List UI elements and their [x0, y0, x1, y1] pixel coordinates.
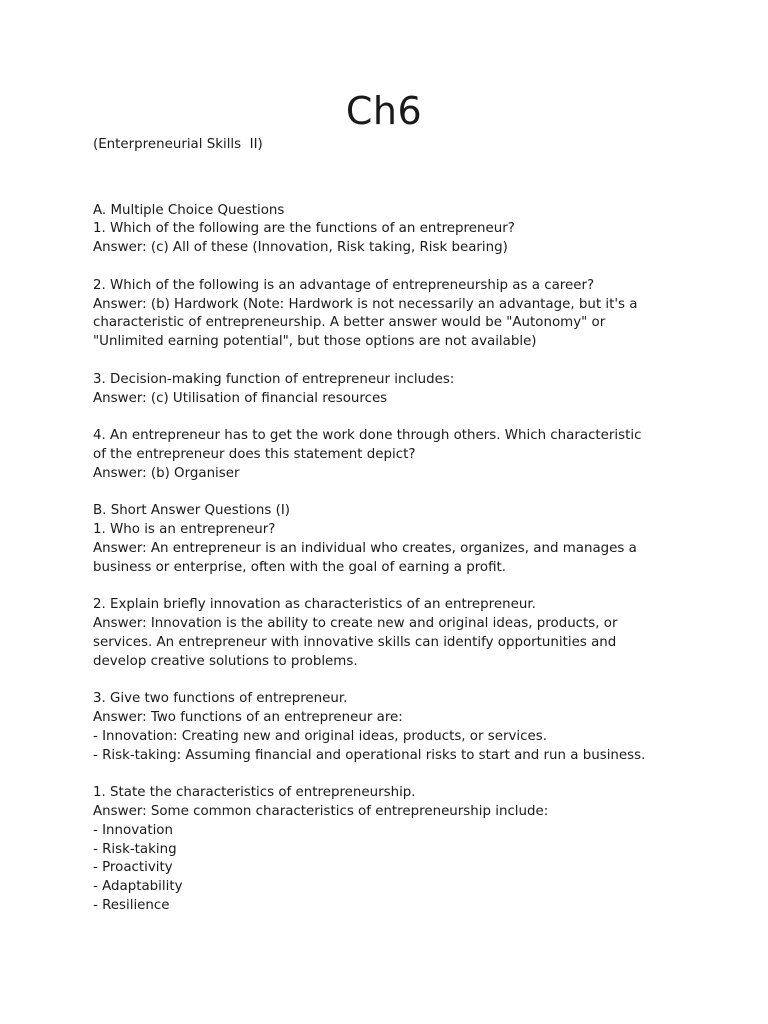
spacer [93, 408, 693, 427]
answer-text: Answer: An entrepreneur is an individual who creates, organizes, and manages a [93, 540, 637, 556]
spacer [93, 578, 693, 597]
answer-text: - Innovation: Creating new and original ideas, products, or services. [93, 728, 547, 744]
answer-text: Answer: (c) All of these (Innovation, Risk taking, Risk bearing) [93, 240, 508, 256]
question-text: 1. Which of the following are the functions of an entrepreneur? [93, 221, 515, 237]
spacer [93, 352, 693, 371]
answer-text: develop creative solutions to problems. [93, 653, 358, 669]
list-item: - Adaptability [93, 879, 183, 895]
question-text: 3. Decision-making function of entrepreneur includes: [93, 371, 455, 387]
question-text: 3. Give two functions of entrepreneur. [93, 691, 348, 707]
answer-text: - Risk-taking: Assuming financial and operational risks to start and run a business. [93, 747, 646, 763]
spacer [93, 258, 693, 277]
page-title: Ch6 [345, 89, 423, 133]
question-text: of the entrepreneur does this statement depict? [93, 446, 416, 462]
subtitle: (Enterpreneurial Skills II) [93, 137, 263, 152]
list-item: - Proactivity [93, 860, 173, 876]
spacer [93, 766, 693, 785]
answer-text: characteristic of entrepreneurship. A better answer would be "Autonomy" or [93, 315, 606, 331]
answer-text: Answer: (b) Hardwork (Note: Hardwork is not necessarily an advantage, but it's a [93, 296, 638, 312]
answer-text: "Unlimited earning potential", but those options are not available) [93, 334, 537, 350]
answer-text: Answer: Two functions of an entrepreneur are: [93, 710, 403, 726]
question-text: 2. Which of the following is an advantage of entrepreneurship as a career? [93, 277, 595, 293]
answer-text: Answer: (c) Utilisation of financial resources [93, 390, 388, 406]
answer-text: Answer: (b) Organiser [93, 465, 240, 481]
answer-text: business or enterprise, often with the goal of earning a profit. [93, 559, 507, 575]
document-body [93, 136, 693, 916]
answer-text: Answer: Some common characteristics of entrepreneurship include: [93, 804, 549, 820]
spacer [93, 155, 693, 183]
question-text: 2. Explain briefly innovation as characteristics of an entrepreneur. [93, 597, 536, 613]
list-item: - Risk-taking [93, 841, 177, 857]
answer-text: Answer: Innovation is the ability to create new and original ideas, products, or [93, 616, 618, 632]
spacer [93, 484, 693, 503]
answer-text: services. An entrepreneur with innovative skills can identify opportunities and [93, 634, 617, 650]
list-item: - Resilience [93, 898, 170, 914]
question-text: 1. State the characteristics of entrepreneurship. [93, 785, 416, 801]
question-text: 4. An entrepreneur has to get the work done through others. Which characteristic [93, 428, 642, 444]
section-heading-short: B. Short Answer Questions (I) [93, 503, 290, 519]
list-item: - Innovation [93, 822, 173, 838]
question-text: 1. Who is an entrepreneur? [93, 522, 276, 538]
spacer [93, 672, 693, 691]
spacer [93, 183, 693, 202]
section-heading-mcq: A. Multiple Choice Questions [93, 202, 285, 218]
